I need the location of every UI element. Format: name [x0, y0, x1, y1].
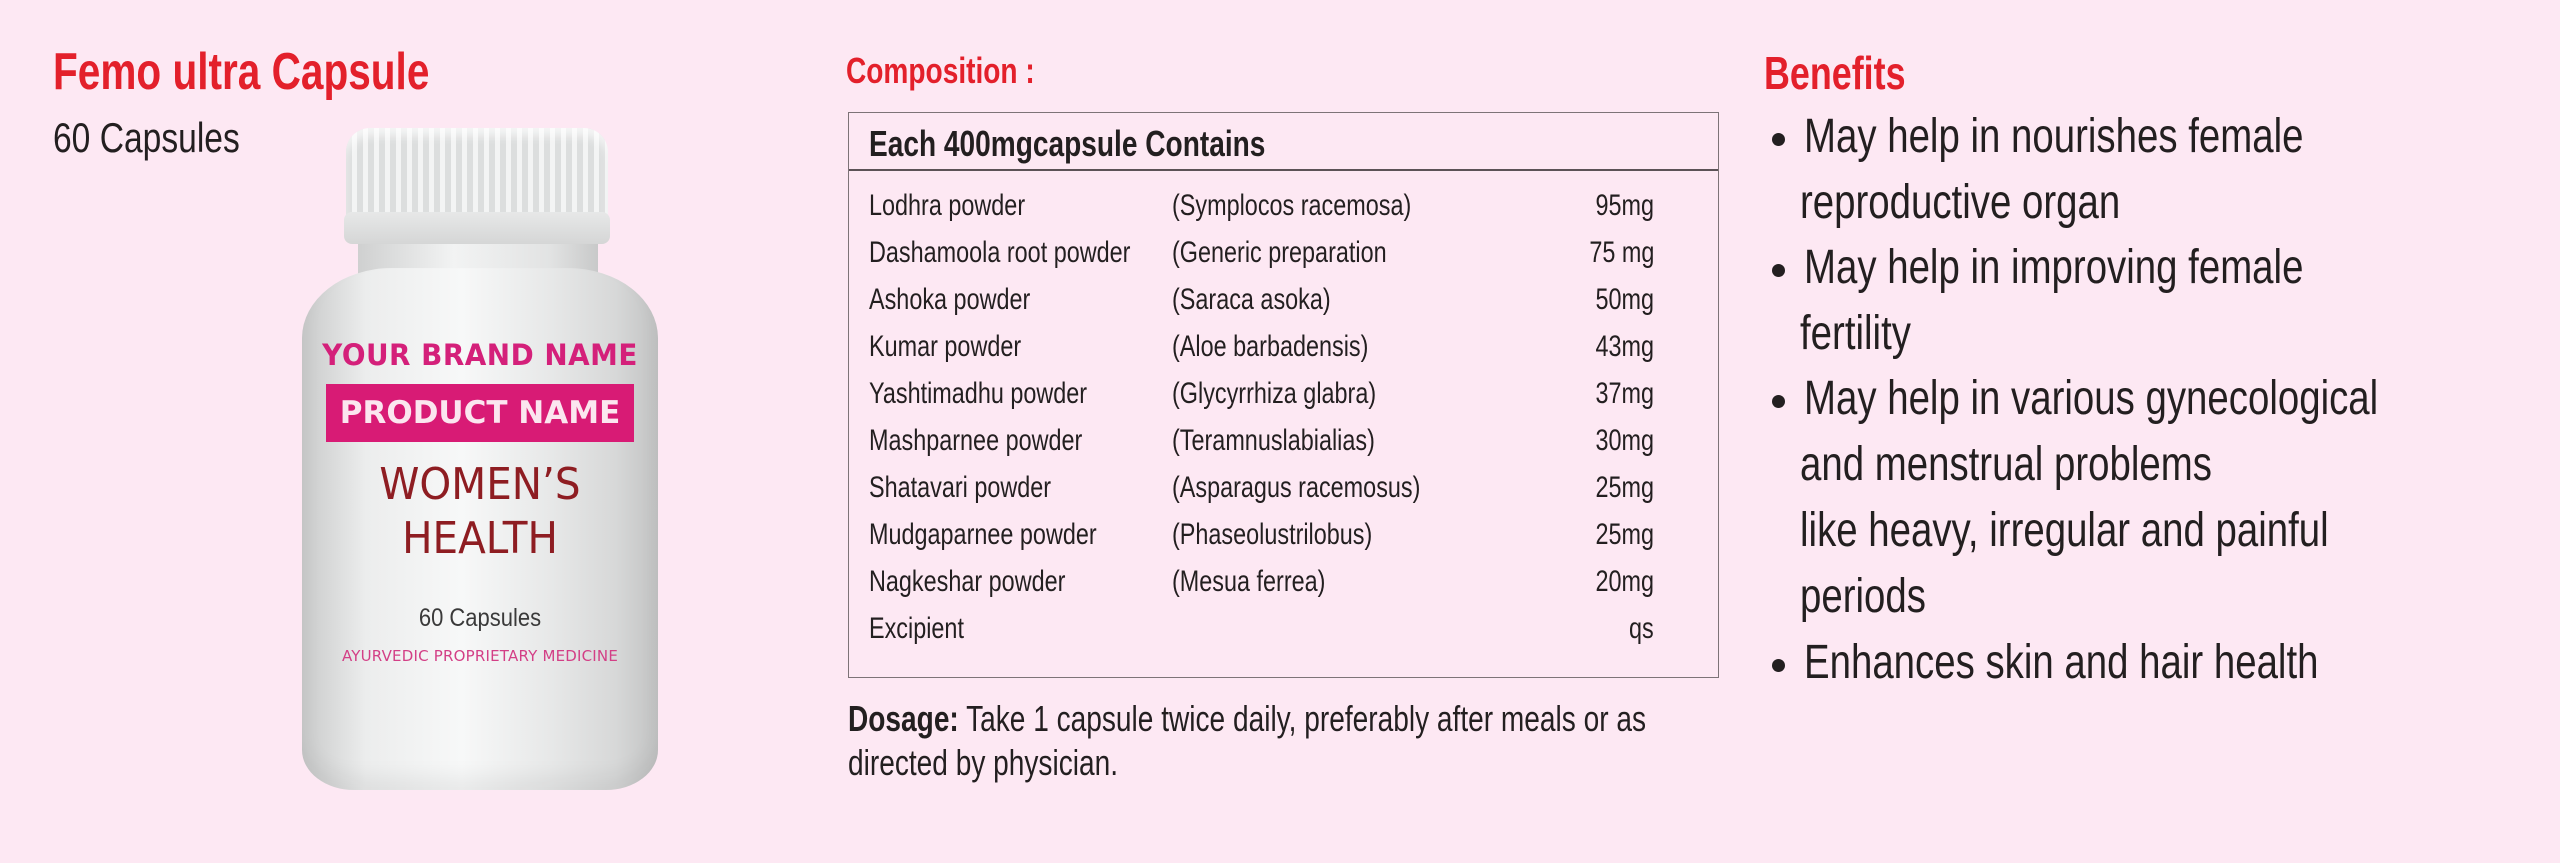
ingredient-amount: 43mg: [1595, 330, 1654, 363]
table-row: [849, 236, 1718, 283]
bullet-icon: [1772, 659, 1785, 672]
benefit-item-1-line-2: reproductive organ: [1800, 176, 2121, 229]
ingredient-botanical: (Phaseolustrilobus): [1172, 518, 1373, 551]
benefit-item-3-line-3: like heavy, irregular and painful: [1800, 504, 2329, 557]
composition-table-title: Each 400mgcapsule Contains: [869, 123, 1266, 164]
bottle-product-name: PRODUCT NAME: [326, 384, 634, 442]
ingredient-name: Kumar powder: [869, 330, 1022, 363]
table-row: [849, 377, 1718, 424]
ingredient-botanical: (Glycyrrhiza glabra): [1172, 377, 1377, 410]
dosage-label: Dosage:: [848, 698, 959, 739]
ingredient-name: Excipient: [869, 612, 964, 645]
bottle-cap-band: [344, 212, 610, 244]
composition-heading: Composition :: [846, 50, 1035, 91]
bottle-label: [300, 338, 660, 665]
dosage-text: [848, 697, 1722, 785]
table-row: [849, 424, 1718, 471]
ingredient-botanical: (Generic preparation: [1172, 236, 1387, 269]
bottle-category-line2: HEALTH: [402, 513, 558, 564]
table-row: [849, 518, 1718, 565]
benefit-item-4-line-1: Enhances skin and hair health: [1804, 636, 2319, 689]
benefits-heading: Benefits: [1764, 47, 1906, 99]
dosage-instructions: Take 1 capsule twice daily, preferably after meals or as directed by physician.: [848, 698, 1647, 783]
benefit-item-2-line-1: May help in improving female: [1804, 241, 2304, 294]
table-row: [849, 189, 1718, 236]
ingredient-amount: 75 mg: [1588, 236, 1654, 269]
composition-table-header: [849, 113, 1718, 171]
ingredient-botanical: (Saraca asoka): [1172, 283, 1331, 316]
ingredient-name: Lodhra powder: [869, 189, 1026, 222]
benefit-item-3-line-1: May help in various gynecological: [1804, 372, 2379, 425]
bottle-brand-name: YOUR BRAND NAME: [322, 338, 638, 372]
ingredient-botanical: (Teramnuslabialias): [1172, 424, 1375, 457]
ingredient-name: Mudgaparnee powder: [869, 518, 1097, 551]
table-row: [849, 612, 1718, 659]
ingredient-amount: 20mg: [1595, 565, 1654, 598]
ingredient-amount: qs: [1629, 612, 1654, 645]
ingredient-amount: 30mg: [1595, 424, 1654, 457]
ingredient-name: Dashamoola root powder: [869, 236, 1131, 269]
product-bottle-image: [300, 128, 660, 788]
product-count: 60 Capsules: [53, 114, 240, 161]
ingredient-name: Ashoka powder: [869, 283, 1031, 316]
bottle-category-line1: WOMEN’S: [379, 459, 581, 510]
benefit-item-1-line-1: May help in nourishes female: [1804, 110, 2304, 163]
bottle-tagline: AYURVEDIC PROPRIETARY MEDICINE: [341, 647, 619, 665]
ingredient-name: Yashtimadhu powder: [869, 377, 1088, 410]
ingredient-name: Shatavari powder: [869, 471, 1052, 504]
table-row: [849, 330, 1718, 377]
bottle-count: 60 Capsules: [418, 604, 542, 632]
ingredient-botanical: (Symplocos racemosa): [1172, 189, 1412, 222]
benefit-item-3-line-2: and menstrual problems: [1800, 438, 2212, 491]
bullet-icon: [1772, 133, 1785, 146]
ingredient-botanical: (Aloe barbadensis): [1172, 330, 1369, 363]
ingredient-botanical: (Asparagus racemosus): [1172, 471, 1421, 504]
ingredient-name: Nagkeshar powder: [869, 565, 1066, 598]
table-row: [849, 471, 1718, 518]
ingredient-name: Mashparnee powder: [869, 424, 1083, 457]
table-row: [849, 283, 1718, 330]
ingredient-amount: 25mg: [1595, 471, 1654, 504]
product-title: Femo ultra Capsule: [53, 43, 430, 101]
ingredient-amount: 50mg: [1595, 283, 1654, 316]
bullet-icon: [1772, 395, 1785, 408]
bullet-icon: [1772, 264, 1785, 277]
ingredient-amount: 95mg: [1595, 189, 1654, 222]
composition-table: [848, 112, 1719, 678]
benefit-item-2-line-2: fertility: [1800, 307, 1911, 360]
table-row: [849, 565, 1718, 612]
bottle-category: [314, 458, 645, 566]
benefit-item-3-line-4: periods: [1800, 570, 1926, 623]
ingredient-amount: 25mg: [1595, 518, 1654, 551]
ingredient-botanical: (Mesua ferrea): [1172, 565, 1326, 598]
ingredient-amount: 37mg: [1595, 377, 1654, 410]
